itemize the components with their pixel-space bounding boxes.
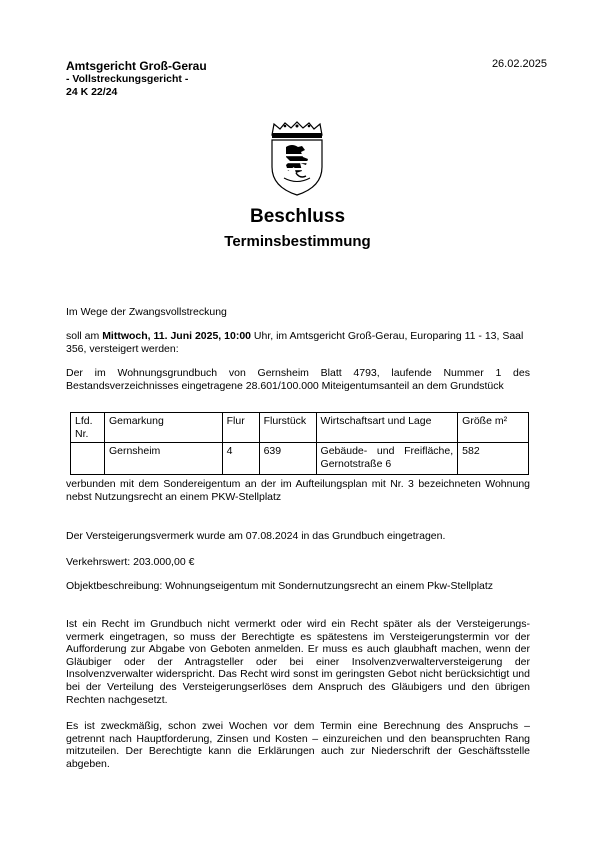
market-value: Verkehrswert: 203.000,00 € bbox=[66, 556, 195, 568]
court-name: Amtsgericht Groß-Gerau bbox=[66, 59, 207, 73]
page-title: Beschluss bbox=[249, 206, 346, 227]
table-cell: Gebäude- und Freifläche, Gernotstraße 6 bbox=[316, 443, 458, 475]
table-row bbox=[71, 443, 529, 475]
register-paragraph: Der im Wohnungsgrundbuch von Gernsheim Blatt 4793, laufende Nummer 1 des Bestandsverzeichnisses eingetragene 28.601/100.000 Miteigentumsanteil an dem Grundstück bbox=[66, 367, 530, 392]
hesse-coat-of-arms-icon bbox=[266, 121, 328, 197]
table-header-cell: Flur bbox=[222, 413, 259, 443]
advice-paragraph: Es ist zweckmäßig, schon zwei Wochen vor dem Termin eine Berechnung des Anspruchs – getrennt nach Hauptforderung, Zinsen und Kosten – einzureichen und den beanspruchten Rang mitzuteilen. Der Berechtigte kann die Erklärungen auch zur Niederschrift der Geschäftsstelle abgeben. bbox=[66, 720, 530, 770]
table-header-cell: Größe m² bbox=[458, 413, 529, 443]
table-header-cell: Gemarkung bbox=[104, 413, 222, 443]
intro-paragraph: Im Wege der Zwangsvollstreckung bbox=[66, 306, 227, 318]
condo-paragraph: verbunden mit dem Sondereigentum an der im Aufteilungsplan mit Nr. 3 bezeichneten Wohnung nebst Nutzungsrecht an einem PKW-Stellplatz bbox=[66, 478, 530, 503]
table-cell: 4 bbox=[222, 443, 259, 475]
auction-date: Mittwoch, 11. Juni 2025, 10:00 bbox=[102, 330, 251, 342]
rights-paragraph: Ist ein Recht im Grundbuch nicht vermerkt oder wird ein Recht später als der Versteigerungs-vermerk eingetragen, so muss der Berechtigte es spätestens im Versteigerungstermin vor der Aufforderung zur Abgabe von Geboten anmelden. Er muss es auch glaubhaft machen, wenn der Gläubiger oder der Antragsteller oder bei einer Insolvenzverwalterversteigerung der Insolvenzverwalter widerspricht. Das Recht wird sonst im geringsten Gebot nicht berücksichtigt und bei der Verteilung des Versteigerungserlöses dem Anspruch des Gläubigers und den übrigen Rechten nachgesetzt. bbox=[66, 618, 530, 706]
table-header-cell: Wirtschaftsart und Lage bbox=[316, 413, 458, 443]
auction-pre: soll am bbox=[66, 330, 103, 342]
registration-note: Der Versteigerungsvermerk wurde am 07.08.2024 in das Grundbuch eingetragen. bbox=[66, 530, 446, 542]
table-header-cell: Flurstück bbox=[259, 413, 316, 443]
court-header bbox=[66, 59, 207, 99]
table-cell: 639 bbox=[259, 443, 316, 475]
table-header-cell: Lfd. Nr. bbox=[71, 413, 105, 443]
table-cell: Gernsheim bbox=[104, 443, 222, 475]
document-date: 26.02.2025 bbox=[491, 58, 547, 70]
auction-post: , im Amtsgericht Groß-Gerau, Europaring 11 - 13, Saal 356, versteigert werden: bbox=[66, 330, 524, 355]
object-description: Objektbeschreibung: Wohnungseigentum mit Sondernutzungsrecht an einem Pkw-Stellplatz bbox=[66, 580, 494, 592]
auction-time-unit: Uhr bbox=[251, 330, 271, 342]
court-department: - Vollstreckungsgericht - bbox=[66, 73, 189, 86]
auction-paragraph bbox=[66, 330, 530, 355]
property-table bbox=[70, 412, 529, 475]
table-header-row bbox=[71, 413, 529, 443]
page-subtitle: Terminsbestimmung bbox=[224, 233, 371, 250]
table-cell: 582 bbox=[458, 443, 529, 475]
table-cell bbox=[71, 443, 105, 475]
file-number: 24 K 22/24 bbox=[66, 85, 118, 98]
